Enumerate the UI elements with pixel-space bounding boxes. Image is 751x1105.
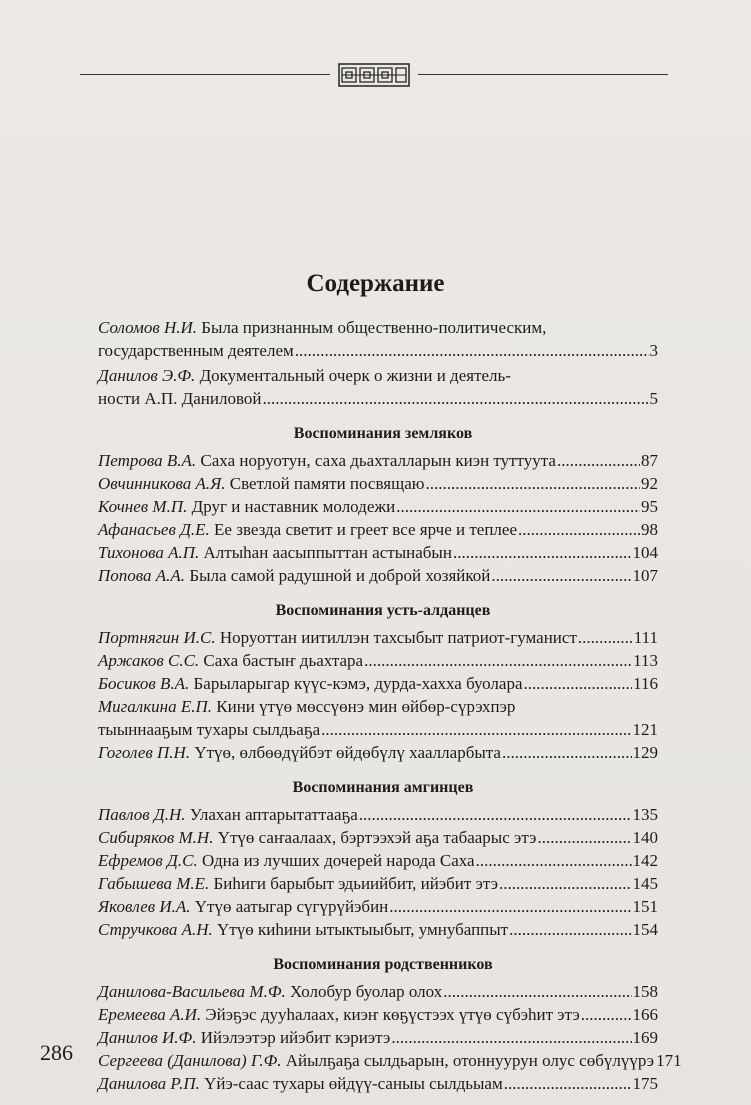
- entry-page: 92: [641, 474, 658, 493]
- table-of-contents: [98, 316, 682, 1095]
- entry-page: 169: [632, 1028, 658, 1047]
- entry-title: Одна из лучших дочерей народа Саха: [201, 851, 475, 870]
- entry-title: Үтүө аатыгар сүгүрүйэбин: [194, 897, 389, 916]
- toc-entry: [98, 672, 658, 695]
- entry-title: Саха бастыҥ дьахтара: [203, 651, 364, 670]
- entry-page: 145: [632, 874, 658, 893]
- entry-title-cont: тыыннааҕым тухары сылдьаҕа: [98, 720, 321, 739]
- section-heading: Воспоминания земляков: [293, 425, 473, 442]
- entry-title: Айылҕаҕа сылдьарын, отоннуурун олус сөбүлүүрэ: [285, 1051, 655, 1070]
- entry-page: 113: [633, 651, 658, 670]
- toc-entry: [98, 472, 658, 495]
- page-title: Содержание: [306, 270, 445, 297]
- entry-title: Үйэ-саас тухары өйдүү-саныы сылдьыам: [204, 1074, 503, 1093]
- entry-page: 166: [632, 1005, 658, 1024]
- toc-entry: [98, 518, 658, 541]
- entry-author: Мигалкина Е.П.: [98, 697, 213, 716]
- toc-entry: [98, 626, 658, 649]
- entry-page: 142: [632, 851, 658, 870]
- entry-page: 3: [649, 341, 658, 360]
- entry-title: Была признанным общественно-политическим,: [201, 318, 547, 337]
- entry-page: 175: [632, 1074, 658, 1093]
- entry-page: 95: [641, 497, 658, 516]
- toc-entry: [98, 1003, 658, 1026]
- entry-author: Попова А.А.: [98, 566, 186, 585]
- toc-entry: [98, 1049, 682, 1072]
- entry-author: Данилов И.Ф.: [98, 1028, 197, 1047]
- toc-entry: [98, 649, 658, 672]
- entry-page: 135: [632, 805, 658, 824]
- entry-title: Светлой памяти посвящаю: [229, 474, 425, 493]
- entry-title: Кини үтүө мөссүөнэ мин өйбөр-сүрэхпэр: [216, 697, 516, 716]
- entry-page: 129: [632, 743, 658, 762]
- entry-author: Данилов Э.Ф.: [98, 366, 196, 385]
- entry-author: Петрова В.А.: [98, 451, 197, 470]
- entry-author: Данилова-Васильева М.Ф.: [98, 982, 286, 1001]
- entry-page: 116: [633, 674, 658, 693]
- entry-title: Биһиги барыбыт эдьиийбит, ийэбит этэ: [213, 874, 499, 893]
- entry-page: 151: [632, 897, 658, 916]
- header-ornament: [80, 62, 410, 88]
- entry-title: Была самой радушной и доброй хозяйкой: [189, 566, 491, 585]
- page-number: 286: [40, 1040, 73, 1065]
- entry-author: Сибиряков М.Н.: [98, 828, 214, 847]
- entry-title-cont: ности А.П. Даниловой: [98, 389, 262, 408]
- entry-author: Яковлев И.А.: [98, 897, 191, 916]
- entry-title: Үтүө саҥаалаах, бэртээхэй аҕа табаарыс этэ: [217, 828, 537, 847]
- entry-page: 111: [633, 628, 658, 647]
- entry-title: Ее звезда светит и греет все ярче и теплее: [214, 520, 518, 539]
- section-heading: Воспоминания родственников: [273, 956, 493, 973]
- toc-entry: [98, 564, 658, 587]
- section-heading: Воспоминания амгинцев: [292, 779, 474, 796]
- entry-page: 154: [632, 920, 658, 939]
- entry-author: Сергеева (Данилова) Г.Ф.: [98, 1051, 282, 1070]
- entry-author: Соломов Н.И.: [98, 318, 198, 337]
- entry-page: 121: [632, 720, 658, 739]
- entry-title: Эйэҕэс дууһалаах, киэҥ көҕүстээх үтүө сүбэһит этэ: [205, 1005, 580, 1024]
- entry-author: Тихонова А.П.: [98, 543, 200, 562]
- entry-author: Габышева М.Е.: [98, 874, 210, 893]
- entry-title: Үтүө киһини ытыктыыбыт, умнубаппыт: [217, 920, 509, 939]
- entry-title: Документальный очерк о жизни и деятель-: [199, 366, 511, 385]
- entry-author: Стручкова А.Н.: [98, 920, 213, 939]
- ornament-rule-right: [418, 74, 668, 75]
- entry-page: 107: [632, 566, 658, 585]
- entry-page: 5: [649, 389, 658, 408]
- toc-entry: [98, 1026, 658, 1049]
- toc-entry: [98, 449, 658, 472]
- entry-title: Норуоттан иитиллэн тахсыбыт патриот-гуманист: [219, 628, 577, 647]
- entry-page: 98: [641, 520, 658, 539]
- entry-page: 104: [632, 543, 658, 562]
- toc-entry: [98, 918, 658, 941]
- entry-author: Гоголев П.Н.: [98, 743, 191, 762]
- entry-author: Ефремов Д.С.: [98, 851, 198, 870]
- toc-entry: [98, 316, 658, 362]
- toc-entry: [98, 1072, 658, 1095]
- entry-title: Барыларыгар күүс-кэмэ, дурда-хахха буолара: [193, 674, 523, 693]
- toc-entry: [98, 849, 658, 872]
- ornament-rule-left: [80, 74, 330, 75]
- entry-title: Ийэлээтэр ийэбит кэриэтэ: [200, 1028, 391, 1047]
- toc-entry: [98, 980, 658, 1003]
- entry-author: Кочнев М.П.: [98, 497, 188, 516]
- toc-entry: [98, 741, 658, 764]
- toc-entry: [98, 872, 658, 895]
- entry-author: Еремеева А.И.: [98, 1005, 202, 1024]
- ornament-icon: [338, 62, 410, 88]
- entry-author: Аржаков С.С.: [98, 651, 200, 670]
- entry-title: Улахан аптарытаттааҕа: [189, 805, 358, 824]
- entry-page: 171: [656, 1051, 682, 1070]
- entry-author: Портнягин И.С.: [98, 628, 216, 647]
- entry-author: Овчинникова А.Я.: [98, 474, 226, 493]
- entry-author: Данилова Р.П.: [98, 1074, 200, 1093]
- toc-entry: [98, 895, 658, 918]
- toc-entry: [98, 695, 658, 741]
- entry-title: Друг и наставник молодежи: [191, 497, 396, 516]
- entry-title: Саха норуотун, саха дьахталларын киэн туттуута: [200, 451, 556, 470]
- toc-entry: [98, 826, 658, 849]
- entry-title-cont: государственным деятелем: [98, 341, 294, 360]
- toc-entry: [98, 541, 658, 564]
- entry-page: 140: [632, 828, 658, 847]
- toc-entry: [98, 495, 658, 518]
- toc-entry: [98, 803, 658, 826]
- entry-title: Үтүө, өлбөөдүйбэт өйдөбүлү хаалларбыта: [194, 743, 501, 762]
- entry-author: Павлов Д.Н.: [98, 805, 186, 824]
- entry-page: 158: [632, 982, 658, 1001]
- entry-title: Алтыһан аасыппыттан астынабын: [203, 543, 452, 562]
- entry-title: Холобур буолар олох: [290, 982, 443, 1001]
- entry-author: Афанасьев Д.Е.: [98, 520, 210, 539]
- entry-page: 87: [641, 451, 658, 470]
- entry-author: Босиков В.А.: [98, 674, 190, 693]
- section-heading: Воспоминания усть-алданцев: [275, 602, 491, 619]
- toc-entry: [98, 364, 658, 410]
